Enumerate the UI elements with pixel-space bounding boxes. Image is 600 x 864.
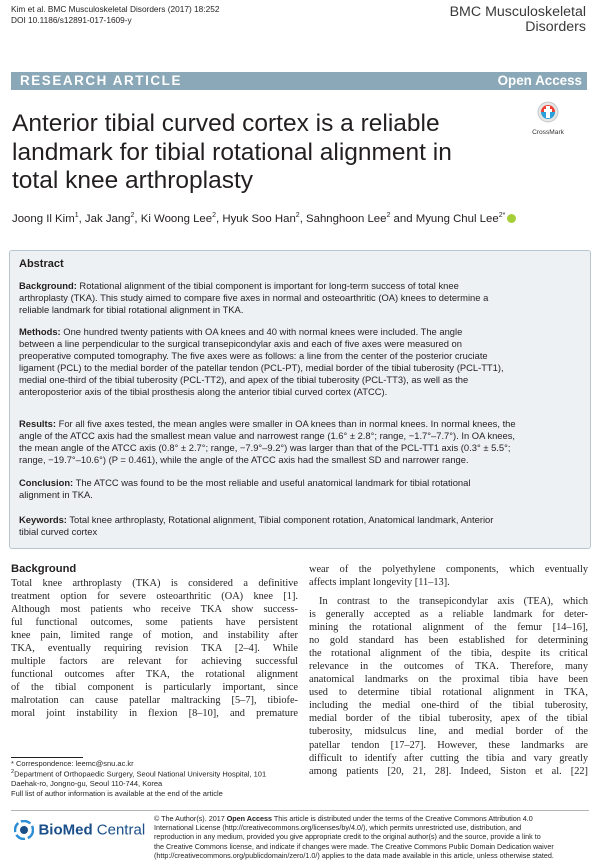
body-text-line: medial border of the tibial tuberosity, apex of the tibial	[309, 713, 588, 725]
doi-line: DOI 10.1186/s12891-017-1609-y	[11, 14, 132, 25]
abstract-line: Total knee arthroplasty, Rotational alignment, Tibial component rotation, Anatomical landmark, Anterior	[66, 514, 494, 525]
body-text-line: multiple factors are relevant for achieving successful	[11, 656, 298, 668]
journal-name-line-1: BMC Musculoskeletal	[449, 4, 586, 20]
author-affiliation: 1	[74, 212, 79, 219]
abstract-line: arthroplasty (TKA). This study aimed to compare five axes in normal and osteoarthritic (OA) knees to determine a	[19, 291, 489, 303]
logo-word: Central	[92, 821, 146, 839]
body-text-line: the rotational alignment of the tibia, despite its critical	[309, 648, 588, 660]
affiliation-line: Daehak-ro, Jongno-gu, Seoul 110-744, Korea	[11, 779, 163, 789]
license-text: reproduction in any medium, provided you give appropriate credit to the original author(s) and the source, provide a link to	[154, 832, 541, 842]
author-name: , Hyuk Soo Han	[216, 212, 296, 225]
author-name: , Ki Woong Lee	[134, 212, 213, 225]
author-affiliation: 2*	[498, 212, 506, 219]
title-line-1: Anterior tibial curved cortex is a reliable	[12, 110, 440, 137]
license-text: International License (http://creativecommons.org/licenses/by/4.0/), which permits unrestricted use, distribution, and	[154, 823, 522, 833]
crossmark-badge[interactable]	[524, 101, 572, 136]
journal-name	[450, 5, 586, 34]
body-text-line: used to determine tibial rotational alignment in TKA,	[309, 687, 588, 699]
author-name: Joong Il Kim	[12, 212, 75, 225]
abstract-line: preoperative computed tomography. The five axes were as follows: a line from the center of the posterior cruciate	[19, 349, 488, 361]
body-text-line: In contrast to the transepicondylar axis (TEA), which	[319, 596, 588, 607]
article-type-label: RESEARCH ARTICLE	[20, 73, 182, 88]
abstract-heading: Abstract	[19, 258, 64, 270]
body-text-line: relevance in the outcomes of TKA. Therefore, many	[309, 661, 588, 673]
body-column-left	[11, 577, 298, 721]
biomed-central-logo-icon	[14, 820, 34, 840]
conclusion-label: Conclusion:	[19, 477, 74, 488]
body-text-line: difficult to identify after cutting the tibia and vary greatly	[309, 752, 588, 764]
body-text-line: wear of the polyethylene components, which eventually	[309, 564, 588, 575]
background-label: Background:	[19, 280, 77, 291]
author-affiliation: 2	[130, 212, 135, 219]
title-line-2: landmark for tibial rotational alignment in	[12, 138, 452, 166]
orcid-icon[interactable]	[507, 214, 516, 223]
abstract-keywords	[19, 514, 583, 538]
abstract-line: angle of the ATCC axis had the smallest mean value and narrowest range (1.6° ± 2.8°; range, −1.7°–7.7°). In OA knees,	[19, 429, 516, 441]
abstract-line: alignment in TKA.	[19, 488, 93, 500]
body-text-line: anatomical landmarks on the proximal tibia have been	[309, 674, 588, 686]
crossmark-icon	[537, 101, 559, 123]
body-text-line: knee pain, limited range of motion, and instability after	[11, 630, 298, 642]
abstract-line: medial one-third of the tibial tuberosity (PCL-TT2), and apex of the tibial tuberosity (PCL-TT3), as well as the	[19, 373, 469, 385]
body-text-line: is generally accepted as a reliable landmark for deter-	[309, 609, 588, 621]
methods-label: Methods:	[19, 326, 61, 337]
citation	[11, 4, 219, 25]
abstract-conclusion	[19, 477, 583, 501]
author-affiliation: 2	[386, 212, 391, 219]
abstract-line: For all five axes tested, the mean angles were smaller in OA knees than in normal knees. In normal knees, the	[56, 418, 516, 429]
footer-rule	[11, 810, 589, 811]
license-open-access: Open Access	[226, 814, 272, 823]
body-text-line: including the medial one-third of the tibial tuberosity,	[309, 700, 588, 712]
body-text-line: treatment option for severe osteoarthritic (OA) knee [1].	[11, 591, 298, 603]
license-text: © The Author(s). 2017	[154, 814, 227, 823]
author-affiliation: 2	[295, 212, 300, 219]
abstract-results	[19, 418, 583, 466]
biomed-central-logo	[14, 820, 145, 840]
footnote	[11, 759, 299, 798]
abstract-line: reliable landmark for tibial rotational alignment in TKA.	[19, 303, 244, 315]
body-text-line: among patients [20, 21, 28]. Indeed, Siston et al. [22]	[309, 765, 588, 777]
affiliation-line: Department of Orthopaedic Surgery, Seoul National University Hospital, 101	[14, 769, 267, 779]
abstract-line: Rotational alignment of the tibial component is important for long-term success of total knee	[76, 280, 459, 291]
body-column-right-p1	[309, 563, 588, 589]
license-text: the Creative Commons license, and indicate if changes were made. The Creative Commons Public Domain Dedication waiver	[154, 841, 554, 851]
body-text-line: affects implant longevity [11–13].	[309, 577, 450, 589]
body-text-line: patellar tendon [17–27]. However, these landmarks are	[309, 739, 588, 751]
abstract-line: The ATCC was found to be the most reliable and useful anatomical landmark for tibial rotational	[73, 477, 471, 488]
body-text-line: no gold standard has been established for determining	[309, 635, 588, 647]
affiliation-number: 2	[11, 769, 15, 776]
biomed-central-wordmark	[38, 822, 145, 839]
abstract-line: tibial curved cortex	[19, 525, 98, 537]
body-text-line: Total knee arthroplasty (TKA) is considered a definitive	[11, 578, 298, 589]
body-text-line: mining the rotational alignment of the femur [14–16],	[309, 622, 588, 634]
footnote-rule	[11, 757, 83, 758]
body-text-line: of the tibial component is particularly important, since	[11, 682, 298, 694]
body-text-line: ful functional outcomes, some patients have persistent	[11, 617, 298, 629]
abstract-line: between a line perpendicular to the surgical transepicondylar axis and each of five axes were measured on	[19, 337, 462, 349]
abstract-line: anteroposterior axis of the tibial prosthesis along the anterior tibial curved cortex (ATCC).	[19, 385, 388, 397]
body-text-line: functional outcomes after TKA, the rotational alignment	[11, 669, 298, 681]
abstract-line: the mean angle of the ATCC axis (0.8° ± 2.7°; range, −7.9°–9.2°) was larger than that of the PCL-TT1 axis (0.3° ± 5.5°;	[19, 441, 511, 453]
crossmark-label: CrossMark	[532, 129, 564, 136]
abstract-line: One hundred twenty patients with OA knees and 40 with normal knees were included. The angle	[60, 326, 463, 337]
body-text-line: TKA, eventually requiring revision TKA [2–4]. While	[11, 643, 298, 655]
body-text-line: moral joint instability in flexion [8–10], and premature	[11, 708, 298, 720]
license-statement	[154, 814, 592, 860]
body-column-right-p2	[309, 595, 588, 778]
open-access-label: Open Access	[497, 73, 582, 88]
license-text: (http://creativecommons.org/publicdomain/zero/1.0/) applies to the data made available in this article, unless otherwise stated.	[154, 850, 554, 860]
abstract-line: range, −19.7°–10.6°) (P = 0.461), while the angle of the ATCC axis had the smallest SD and narrower range.	[19, 453, 469, 465]
abstract-line: ligament (PCL) to the medial border of the patellar tendon (PCL-PT), medial border of the tibial tuberosity (PCL-TT1),	[19, 361, 504, 373]
body-text-line: Although most patients who receive TKA show success-	[11, 604, 298, 616]
results-label: Results:	[19, 418, 56, 429]
author-affiliation: 2	[212, 212, 217, 219]
logo-word: BioMed	[38, 821, 93, 839]
abstract-background	[19, 280, 583, 316]
author-name: , Sahnghoon Lee	[299, 212, 387, 225]
author-list	[12, 209, 592, 226]
author-name: , Jak Jang	[78, 212, 131, 225]
body-text-line: tuberosity, midsulcus line, and medial border of the	[309, 726, 588, 738]
author-name: and Myung Chul Lee	[390, 212, 499, 225]
title-line-3: total knee arthroplasty	[12, 167, 254, 195]
journal-name-line-2: Disorders	[525, 18, 586, 35]
body-text-line: malrotation can cause patellar maltracking [5–7], tibiofe-	[11, 695, 298, 707]
article-title	[12, 110, 517, 196]
license-text: This article is distributed under the terms of the Creative Commons Attribution 4.0	[271, 814, 533, 823]
abstract-methods	[19, 326, 583, 398]
citation-line-1: Kim et al. BMC Musculoskeletal Disorders (2017) 18:252	[11, 4, 220, 14]
correspondence: * Correspondence: leemc@snu.ac.kr	[11, 759, 134, 768]
section-heading: Background	[11, 563, 77, 575]
author-info-note: Full list of author information is available at the end of the article	[11, 788, 223, 798]
keywords-label: Keywords:	[19, 514, 67, 525]
